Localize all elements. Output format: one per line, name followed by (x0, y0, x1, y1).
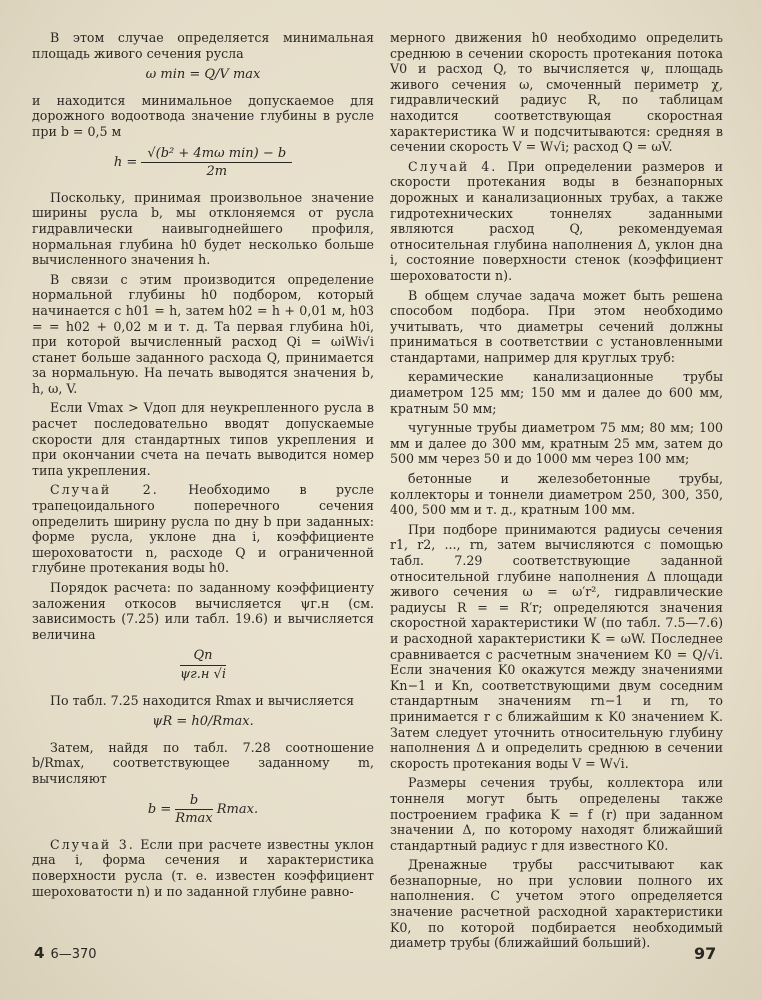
signature-mark: 4 (34, 944, 45, 962)
signature-code: 6—370 (50, 947, 97, 962)
paragraph: Поскольку, принимая произвольное значение ширины русла b, мы отклоняемся от русла гидравлически наивыгоднейшего профиля, нормальная глубина h0 будет несколько больше вычисленного значения h. (32, 189, 374, 268)
case-text: Если при расчете известны уклон дна i, форма сечения и характеристика поверхности русла (т. е. известен коэффициент шероховатости n) и по заданной глубине равно- (32, 836, 374, 899)
case-label: Случай 3. (50, 836, 135, 852)
paragraph-case-3 (32, 837, 374, 899)
printer-signature (34, 944, 97, 962)
formula-rhs: Rmax. (216, 801, 259, 817)
paragraph: В общем случае задача может быть решена способом подбора. При этом необходимо учитывать, что диаметры сечений должны приниматься в соответствии с установленными стандартами, например для круглых труб: (390, 287, 723, 365)
list-item: бетонные и железобетонные трубы, коллекторы и тоннели диаметром 250, 300, 350, 400, 500 мм и т. д., кратным 100 мм. (390, 471, 723, 518)
paragraph: Дренажные трубы рассчитывают как безнапорные, но при условии полного их наполнения. С учетом этого определяется значение расчетной расходной характеристики K0, по которой подбирается необходимый диаметр трубы (ближайший больший). (390, 857, 723, 951)
case-text: При определении размеров и скорости протекания воды в безнапорных дорожных и канализационных трубах, а также гидротехнических тоннелях заданными являются расход Q, рекомендуемая относительная глубина наполнения Δ, уклон дна i, состояние поверхности стенок (коэффициент шероховатости n). (390, 158, 723, 283)
formula-depth-h (32, 146, 374, 180)
case-text: Необходимо в русле трапецоидального поперечного сечения определить ширину русла по дну b при заданных: форме русла, уклоне дна i, коэффициенте шероховатости n, расходе Q и ограниченной глубине протекания воды h0. (32, 482, 374, 576)
paragraph-case-4 (390, 159, 723, 284)
fraction-numerator: √(b² + 4mω min) − b (141, 146, 292, 164)
fraction-denominator: ψг.н √i (179, 666, 227, 682)
fraction-denominator: Rmax (175, 811, 213, 827)
paragraph: Если Vmax > Vдоп для неукрепленного русла в расчет последовательно вводят допускаемые скорости для стандартных типов укрепления и при окончании счета на печать выводится номер типа укрепления. (32, 400, 374, 478)
paragraph: Затем, найдя по табл. 7.28 соотношение b/Rmax, соответствующее заданному m, вычисляют (32, 739, 374, 786)
paragraph-case-2 (32, 482, 374, 576)
paragraph: В этом случае определяется минимальная площадь живого сечения русла (32, 30, 374, 61)
paragraph: Размеры сечения трубы, коллектора или тоннеля могут быть определены также построением графика K = f (r) при заданном значении Δ, по которому находят ближайший стандартный радиус r для известного K0. (390, 775, 723, 853)
formula-qn-ratio (32, 648, 374, 682)
fraction-numerator: b (175, 793, 212, 811)
formula-psi-r: ψR = h0/Rmax. (152, 714, 254, 730)
fraction-denominator: 2m (206, 164, 228, 180)
case-label: Случай 2. (50, 482, 159, 498)
fraction (175, 793, 212, 827)
list-item: чугунные трубы диаметром 75 мм; 80 мм; 100 мм и далее до 300 мм, кратным 25 мм, затем до 500 мм через 50 и до 1000 мм через 100 мм; (390, 420, 723, 467)
paragraph: и находится минимальное допускаемое для дорожного водоотвода значение глубины в русле при b = 0,5 м (32, 92, 374, 139)
left-column (32, 30, 374, 903)
fraction-numerator: Qn (180, 648, 226, 666)
paragraph: Порядок расчета: по заданному коэффициенту заложения откосов вычисляется ψг.н (см. зависимость (7.25) или табл. 19.6) и вычисляется величина (32, 580, 374, 642)
formula-lhs: h = (113, 154, 138, 170)
paragraph: По табл. 7.25 находится Rmax и вычисляется (50, 692, 355, 708)
fraction (141, 146, 292, 180)
formula-omega-min: ω min = Q/V max (145, 67, 261, 83)
page-number: 97 (694, 944, 717, 963)
right-column (390, 30, 723, 955)
list-item: керамические канализационные трубы диаметром 125 мм; 150 мм и далее до 600 мм, кратным 50 мм; (390, 369, 723, 416)
case-label: Случай 4. (408, 158, 498, 174)
paragraph: При подборе принимаются радиусы сечения r1, r2, ..., rn, затем вычисляются с помощью табл. 7.29 соответствующие заданной относительной глубине наполнения Δ площади живого сечения ω = ω′r², гидравлические радиусы R = = R′r; определяются значения скоростной характеристики W (по табл. 7.5—7.6) и расходной характеристики K = ωW. Последнее сравнивается с расчетным значением K0 = Q/√i. Если значения K0 окажутся между значениями Kn−1 и Kn, соответствующими двум соседним стандартным значениям rn−1 и rn, то принимается r с ближайшим к K0 значением K. Затем следует уточнить относительную глубину наполнения Δ и определить среднюю в сечении скорость протекания воды V = W√i. (390, 521, 723, 771)
paragraph: В связи с этим производится определение нормальной глубины h0 подбором, который начинается с h01 = h, затем h02 = h + 0,01 м, h03 = = h02 + 0,02 м и т. д. Та первая глубина h0i, при которой вычисленный расход Qi = ωiWi√i станет больше заданного расхода Q, принимается за нормальную. На печать выводятся значения b, h, ω, V. (32, 271, 374, 396)
fraction (180, 648, 226, 682)
formula-lhs: b = (147, 801, 172, 817)
formula-width-b (32, 793, 374, 827)
paragraph: мерного движения h0 необходимо определить среднюю в сечении скорость протекания потока V0 и расход Q, то вычисляется ψ, площадь живого сечения ω, смоченный периметр χ, гидравлический радиус R, по таблицам находится соответствующая скоростная характеристика W и подсчитываются: средняя в сечении скорость V = W√i; расход Q = ωV. (390, 30, 723, 155)
